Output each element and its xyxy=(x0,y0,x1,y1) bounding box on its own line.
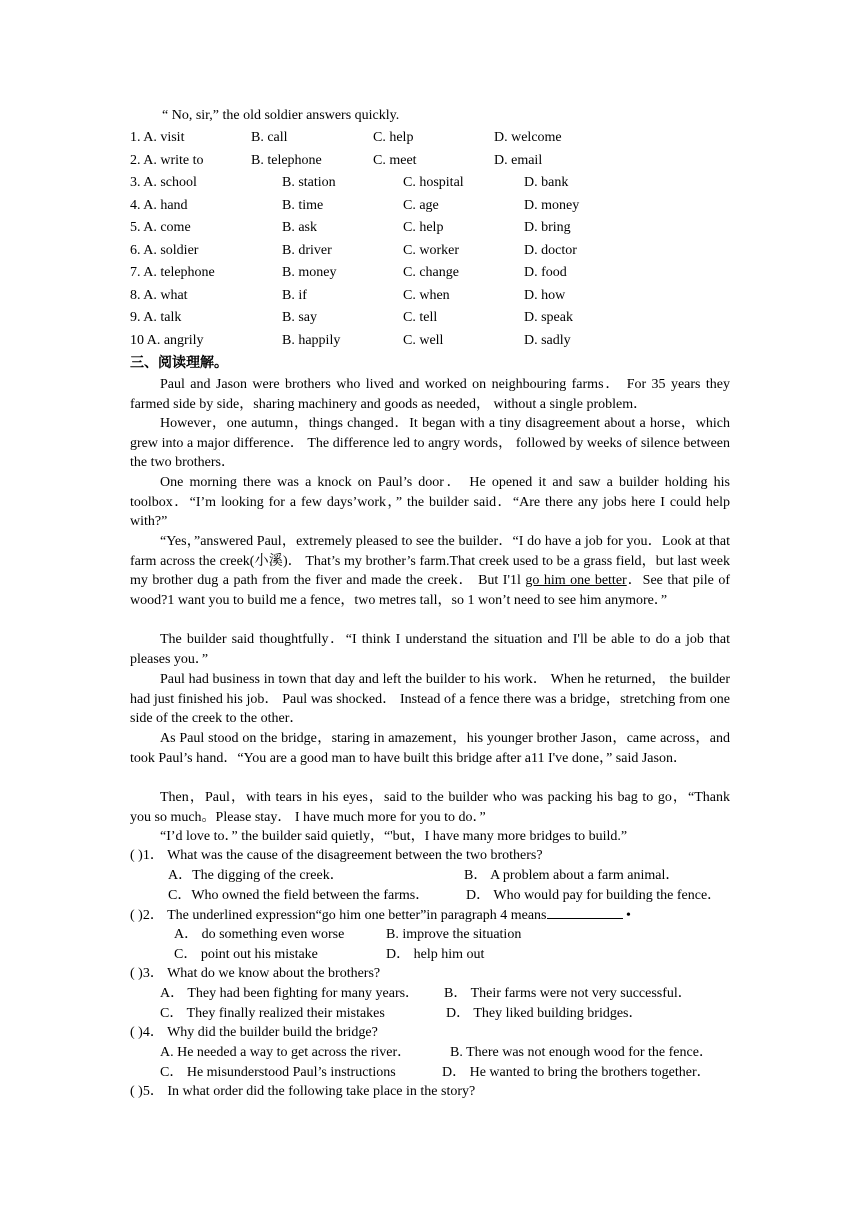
option-num: 9. A. talk xyxy=(130,310,182,325)
answer-option: C． He misunderstood Paul’s instructions xyxy=(160,1065,396,1080)
option-num: 4. A. hand xyxy=(130,198,188,213)
section-heading: 三、阅读理解。 xyxy=(130,355,228,371)
option-num: 6. A. soldier xyxy=(130,243,199,258)
answer-option: B． Their farms were not very successful． xyxy=(444,986,692,1001)
answer-option: A． They had been fighting for many years． xyxy=(160,986,420,1001)
option: B. driver xyxy=(282,243,332,258)
option: D. email xyxy=(494,153,543,168)
answer-option: C．Who owned the field between the farms． xyxy=(168,888,430,903)
option: B. say xyxy=(282,310,317,325)
answer-option: D． They liked building bridges． xyxy=(446,1006,643,1021)
option-num: 1. A. visit xyxy=(130,130,185,145)
answer-option: D． He wanted to bring the brothers together． xyxy=(442,1065,711,1080)
answer-option: A． do something even worse xyxy=(174,927,345,942)
option: C. when xyxy=(403,288,450,303)
answer-option: C． point out his mistake xyxy=(174,947,318,962)
option: C. well xyxy=(403,333,444,348)
option: B. time xyxy=(282,198,324,213)
option: D. bank xyxy=(524,175,569,190)
option-num: 10 A. angrily xyxy=(130,333,204,348)
answer-option: D． help him out xyxy=(386,947,485,962)
option: D. bring xyxy=(524,220,571,235)
answer-option: C． They finally realized their mistakes xyxy=(160,1006,385,1021)
option: C. worker xyxy=(403,243,459,258)
option-num: 7. A. telephone xyxy=(130,265,215,280)
passage-paragraph: As Paul stood on the bridge，staring in amazement，his younger brother Jason，came across，and took Paul’s hand．“You are a good man to have built this bridge after a11 I've done，” said Jason． xyxy=(130,731,730,766)
passage-paragraph: One morning there was a knock on Paul’s door． He opened it and saw a builder holding his toolbox．“I’m looking for a few days’work，” the builder said．“Are there any jobs here I could help with?” xyxy=(130,475,730,530)
option: D. food xyxy=(524,265,567,280)
passage-paragraph: Then，Paul，with tears in his eyes，said to the builder who was packing his bag to go，“Thank you so much。Please stay． I have much more for you to do．” xyxy=(130,790,730,825)
option-num: 5. A. come xyxy=(130,220,191,235)
option: D. doctor xyxy=(524,243,577,258)
option: C. meet xyxy=(373,153,417,168)
question: ( )1． What was the cause of the disagreement between the two brothers? xyxy=(130,848,543,863)
answer-option: B. There was not enough wood for the fence． xyxy=(450,1045,713,1060)
question: ( )3． What do we know about the brothers? xyxy=(130,966,381,981)
answer-option: D． Who would pay for building the fence． xyxy=(466,888,722,903)
option-num: 3. A. school xyxy=(130,175,197,190)
option: C. help xyxy=(373,130,414,145)
option: C. hospital xyxy=(403,175,464,190)
option: D. money xyxy=(524,198,580,213)
text-line: “ No, sir,” the old soldier answers quickly. xyxy=(162,108,400,123)
option-num: 8. A. what xyxy=(130,288,188,303)
underlined-expression: go him one better xyxy=(525,573,627,589)
option: B. call xyxy=(251,130,288,145)
answer-blank xyxy=(547,906,623,919)
option: B. ask xyxy=(282,220,317,235)
answer-option: B. improve the situation xyxy=(386,927,522,942)
option: B. station xyxy=(282,175,336,190)
option: C. change xyxy=(403,265,459,280)
answer-option: B． A problem about a farm animal． xyxy=(464,868,680,883)
question: ( )2． The underlined expression“go him one better”in paragraph 4 means • xyxy=(130,908,631,923)
option: B. happily xyxy=(282,333,341,348)
question: ( )4． Why did the builder build the bridge? xyxy=(130,1025,378,1040)
option: B. money xyxy=(282,265,337,280)
passage-paragraph: The builder said thoughtfully．“I think I understand the situation and I'll be able to do a job that pleases you．” xyxy=(130,632,730,667)
passage-paragraph: “I’d love to．” the builder said quietly，“'but，I have many more bridges to build.” xyxy=(160,829,628,844)
option: C. help xyxy=(403,220,444,235)
passage-paragraph: Paul had business in town that day and left the builder to his work． When he returned， the builder had just finished his job． Paul was shocked． Instead of a fence there was a bridge，stretching from one side of the creek to the other． xyxy=(130,672,730,727)
passage-paragraph: However，one autumn，things changed．It began with a tiny disagreement about a horse，which grew into a major difference． The difference led to angry words， followed by weeks of silence between the two brothers． xyxy=(130,416,730,471)
option: C. age xyxy=(403,198,439,213)
option: B. telephone xyxy=(251,153,322,168)
question: ( )5． In what order did the following take place in the story? xyxy=(130,1084,476,1099)
passage-paragraph: “Yes，”answered Paul，extremely pleased to see the builder．“I do have a job for you．Look at that farm across the creek(小溪)． That’s my brother’s farm.That creek used to be a grass field，but last week my brother dug a path from the fiver and made the creek． But I'1l go him one better．See that pile of wood?1 want you to build me a fence，two metres tall，so 1 won’t need to see him anymore．” xyxy=(130,534,730,608)
option-num: 2. A. write to xyxy=(130,153,204,168)
passage-paragraph: Paul and Jason were brothers who lived and worked on neighbouring farms． For 35 years they farmed side by side，sharing machinery and goods as needed， without a single problem． xyxy=(130,377,730,412)
option: D. sadly xyxy=(524,333,571,348)
option: C. tell xyxy=(403,310,438,325)
answer-option: A．The digging of the creek． xyxy=(168,868,344,883)
option: D. how xyxy=(524,288,566,303)
option: D. welcome xyxy=(494,130,562,145)
answer-option: A. He needed a way to get across the river． xyxy=(160,1045,412,1060)
option: D. speak xyxy=(524,310,573,325)
option: B. if xyxy=(282,288,307,303)
